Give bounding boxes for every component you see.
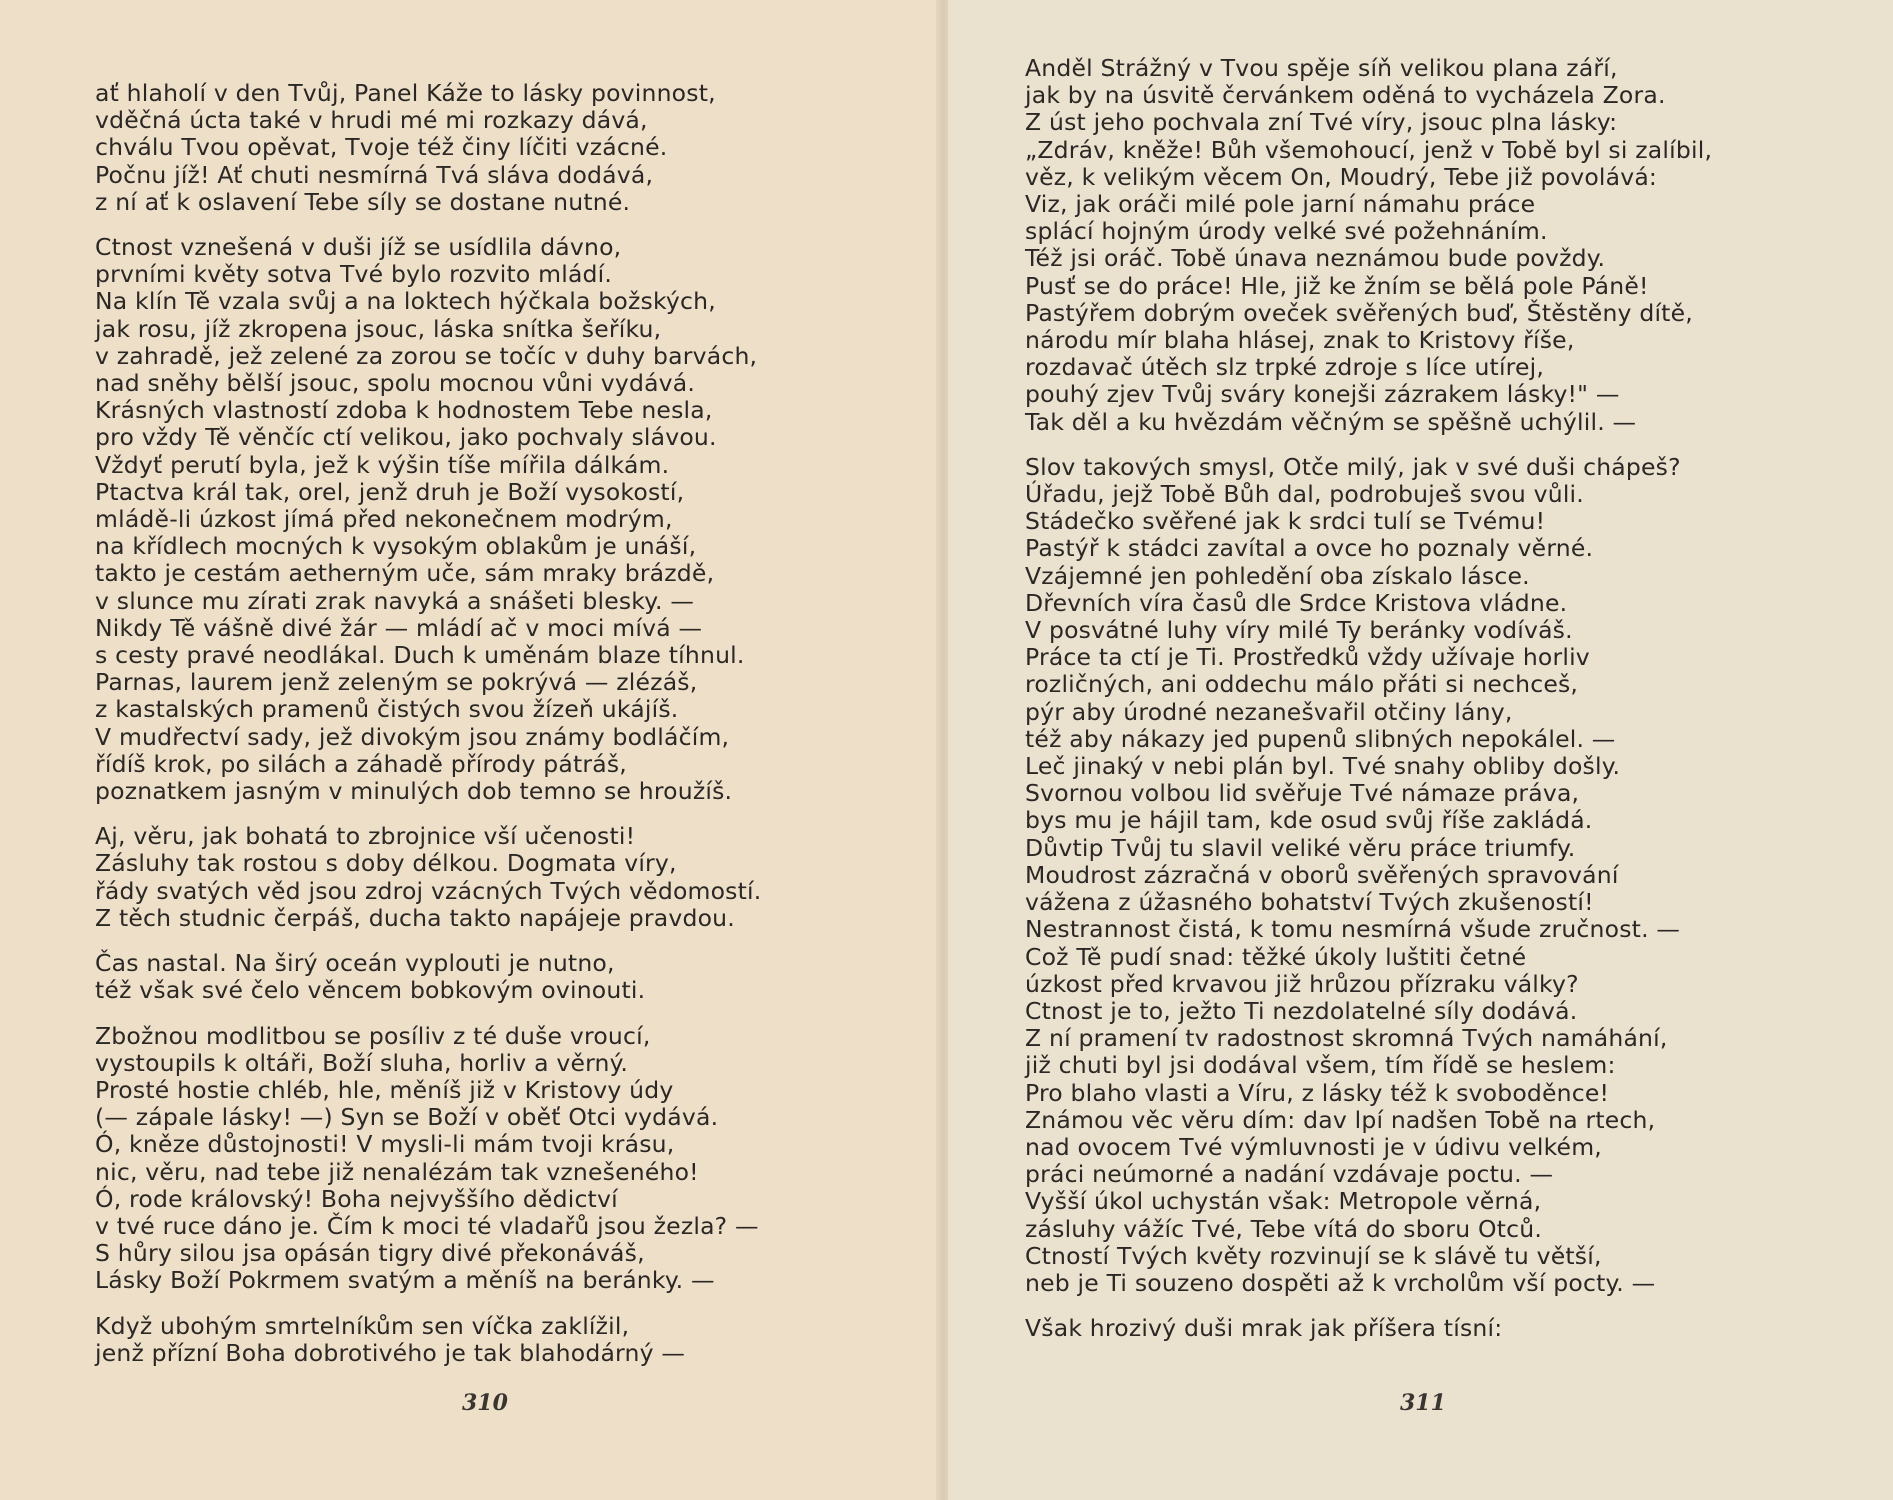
verse-line: jenž přízní Boha dobrotivého je tak blahodárný — <box>95 1338 686 1367</box>
verse-line: Vždyť perutí byla, jež k výšin tíše mířila dálkám. <box>95 450 670 479</box>
verse-line: Ctnost je to, ježto Ti nezdolatelné síly dodává. <box>1025 996 1578 1025</box>
verse-line: věz, k velikým věcem On, Moudrý, Tebe již povolává: <box>1025 162 1658 191</box>
stanza <box>95 80 761 216</box>
verse-line: Svornou volbou lid svěřuje Tvé námaze práva, <box>1025 779 1580 808</box>
verse-line: Prosté hostie chléb, hle, měníš již v Kristovy údy <box>95 1075 674 1104</box>
verse-line: Parnas, laurem jenž zeleným se pokrývá — zlézáš, <box>95 668 698 697</box>
verse-line: Nikdy Tě vášně divé žár — mládí ač v moci mívá — <box>95 613 703 642</box>
verse-line: Pastýř k stádci zavítal a ovce ho poznaly věrné. <box>1025 534 1594 563</box>
verse-line: jak rosu, jíž zkropena jsouc, láska snítka šeříku, <box>95 314 662 343</box>
left-page-text <box>95 80 761 1385</box>
verse-line: vystoupils k oltáři, Boží sluha, horliv a věrný. <box>95 1048 629 1077</box>
verse-line: Zásluhy tak rostou s doby délkou. Dogmata víry, <box>95 849 677 878</box>
verse-line: Pro blaho vlasti a Víru, z lásky též k svoboděnce! <box>1025 1078 1610 1107</box>
verse-line: jak by na úsvitě červánkem oděná to vycházela Zora. <box>1025 81 1666 110</box>
verse-line: V posvátné luhy víry milé Ty beránky vodíváš. <box>1025 616 1573 645</box>
right-page-text <box>1025 55 1712 1360</box>
verse-line: Tak děl a ku hvězdám věčným se spěšně uchýlil. — <box>1025 407 1637 436</box>
verse-line: v tvé ruce dáno je. Čím k moci té vladařů jsou žezla? — <box>95 1211 759 1240</box>
verse-line: Ctností Tvých květy rozvinují se k slávě tu větší, <box>1025 1241 1602 1270</box>
verse-line: pýr aby úrodné nezanešvařil otčiny lány, <box>1025 697 1513 726</box>
stanza <box>95 234 761 805</box>
verse-line: Známou věc věru dím: dav lpí nadšen Tobě na rtech, <box>1025 1105 1656 1134</box>
verse-line: Krásných vlastností zdoba k hodnostem Tebe nesla, <box>95 396 713 425</box>
verse-line: nic, věru, nad tebe již nenalézám tak vznešeného! <box>95 1157 699 1186</box>
verse-line: takto je cestám aetherným uče, sám mraky brázdě, <box>95 559 715 588</box>
verse-line: Aj, věru, jak bohatá to zbrojnice vší učenosti! <box>95 822 636 851</box>
right-page <box>948 0 1893 1500</box>
verse-line: pro vždy Tě věnčíc ctí velikou, jako pochvaly slávou. <box>95 423 717 452</box>
verse-line: Leč jinaký v nebi plán byl. Tvé snahy obliby došly. <box>1025 752 1621 781</box>
verse-line: nad sněhy bělší jsouc, spolu mocnou vůni vydává. <box>95 369 696 398</box>
verse-line: Pusť se do práce! Hle, již ke žním se bělá pole Páně! <box>1025 271 1649 300</box>
verse-line: nad ovocem Tvé výmluvnosti je v údivu velkém, <box>1025 1132 1602 1161</box>
verse-line: Viz, jak oráči milé pole jarní námahu práce <box>1025 190 1536 219</box>
verse-line: V mudřectví sady, jež divokým jsou známy bodláčím, <box>95 722 730 751</box>
stanza <box>95 950 761 1004</box>
verse-line: pouhý zjev Tvůj sváry konejši zázrakem lásky!" — <box>1025 380 1620 409</box>
verse-line: Stádečko svěřené jak k srdci tulí se Tvému! <box>1025 507 1546 536</box>
verse-line: prvními květy sotva Tvé bylo rozvito mládí. <box>95 260 613 289</box>
page-number-311: 311 <box>1400 1390 1446 1416</box>
verse-line: splácí hojným úrody velké své požehnáním. <box>1025 217 1548 246</box>
verse-line: národu mír blaha hlásej, znak to Kristovy říše, <box>1025 326 1575 355</box>
verse-line: Lásky Boží Pokrmem svatým a měníš na beránky. — <box>95 1266 715 1295</box>
verse-line: Též jsi oráč. Tobě únava neznámou bude povždy. <box>1025 244 1606 273</box>
verse-line: Pastýřem dobrým oveček svěřených buď, Štěstěny dítě, <box>1025 298 1693 327</box>
verse-line: poznatkem jasným v minulých dob temno se hroužíš. <box>95 777 733 806</box>
verse-line: Moudrost zázračná v oborů svěřených spravování <box>1025 860 1619 889</box>
verse-line: vážena z úžasného bohatství Tvých zkušeností! <box>1025 888 1594 917</box>
verse-line: Ó, rode královský! Boha nejvyššího dědictví <box>95 1184 618 1213</box>
verse-line: Anděl Strážný v Tvou spěje síň velikou plana září, <box>1025 54 1618 82</box>
verse-line: též však své čelo věncem bobkovým ovinouti. <box>95 976 646 1005</box>
verse-line: Slov takových smysl, Otče milý, jak v své duši chápeš? <box>1025 452 1681 481</box>
verse-line: Čas nastal. Na širý oceán vyplouti je nutno, <box>95 949 615 978</box>
verse-line: Nestrannost čistá, k tomu nesmírná všude zručnost. — <box>1025 915 1681 944</box>
verse-line: Však hrozivý duši mrak jak příšera tísní: <box>1025 1314 1503 1343</box>
verse-line: mládě-li úzkost jímá před nekonečnem modrým, <box>95 505 673 534</box>
verse-line: rozličných, ani oddechu málo přáti si nechceš, <box>1025 670 1579 699</box>
verse-line: Na klín Tě vzala svůj a na loktech hýčkala božských, <box>95 287 716 316</box>
left-page <box>0 0 940 1500</box>
verse-line: Z těch studnic čerpáš, ducha takto napájeje pravdou. <box>95 903 735 932</box>
verse-line: Když ubohým smrtelníkům sen víčka zaklížil, <box>95 1311 630 1340</box>
verse-line: rozdavač útěch slz trpké zdroje s líce utírej, <box>1025 353 1545 382</box>
verse-line: z ní ať k oslavení Tebe síly se dostane nutné. <box>95 187 631 216</box>
verse-line: Práce ta ctí je Ti. Prostředků vždy užívaje horliv <box>1025 643 1590 672</box>
stanza <box>1025 1315 1712 1342</box>
verse-line: Vyšší úkol uchystán však: Metropole věrná, <box>1025 1187 1542 1216</box>
stanza <box>1025 55 1712 436</box>
verse-line: Ctnost vznešená v duši jíž se usídlila dávno, <box>95 233 622 262</box>
verse-line: Dřevních víra časů dle Srdce Kristova vládne. <box>1025 588 1568 617</box>
verse-line: úzkost před krvavou již hrůzou přízraku války? <box>1025 969 1579 998</box>
verse-line: Což Tě pudí snad: těžké úkoly luštiti četné <box>1025 942 1527 971</box>
verse-line: na křídlech mocných k vysokým oblakům je unáší, <box>95 532 697 561</box>
verse-line: již chuti byl jsi dodával všem, tím řídě se heslem: <box>1025 1051 1616 1080</box>
verse-line: řídíš krok, po silách a záhadě přírody pátráš, <box>95 749 627 778</box>
stanza <box>1025 454 1712 1297</box>
verse-line: Z úst jeho pochvala zní Tvé víry, jsouc plna lásky: <box>1025 108 1618 137</box>
verse-line: vděčná úcta také v hrudi mé mi rozkazy dává, <box>95 106 648 135</box>
verse-line: v zahradě, jež zelené za zorou se točíc v duhy barvách, <box>95 341 758 370</box>
verse-line: Ó, kněze důstojnosti! V mysli-li mám tvoji krásu, <box>95 1130 675 1159</box>
verse-line: Úřadu, jejž Tobě Bůh dal, podrobuješ svou vůli. <box>1025 480 1584 509</box>
verse-line: Důvtip Tvůj tu slavil veliké věru práce triumfy. <box>1025 833 1576 862</box>
verse-line: Ptactva král tak, orel, jenž druh je Boží vysokostí, <box>95 477 685 506</box>
stanza <box>95 823 761 932</box>
verse-line: práci neúmorné a nadání vzdávaje poctu. — <box>1025 1160 1554 1189</box>
verse-line: z kastalských pramenů čistých svou žízeň ukájíš. <box>95 695 679 724</box>
verse-line: neb je Ti souzeno dospěti až k vrcholům vší pocty. — <box>1025 1268 1656 1297</box>
verse-line: S hůry silou jsa opásán tigry divé překonáváš, <box>95 1239 645 1268</box>
verse-line: bys mu je hájil tam, kde osud svůj říše zakládá. <box>1025 806 1593 835</box>
verse-line: ať hlaholí v den Tvůj, Panel Káže to lásky povinnost, <box>95 79 716 107</box>
page-number-310: 310 <box>462 1390 508 1416</box>
verse-line: „Zdráv, kněže! Bůh všemohoucí, jenž v Tobě byl si zalíbil, <box>1025 135 1713 164</box>
verse-line: Zbožnou modlitbou se posíliv z té duše vroucí, <box>95 1021 651 1050</box>
verse-line: Vzájemné jen pohledění oba získalo lásce. <box>1025 561 1530 590</box>
verse-line: řády svatých věd jsou zdroj vzácných Tvých vědomostí. <box>95 876 762 905</box>
stanza <box>95 1023 761 1295</box>
verse-line: chválu Tvou opěvat, Tvoje též činy líčiti vzácné. <box>95 133 668 162</box>
verse-line: (— zápale lásky! —) Syn se Boží v oběť Otci vydává. <box>95 1103 719 1132</box>
verse-line: Z ní pramení tv radostnost skromná Tvých namáhání, <box>1025 1024 1668 1053</box>
verse-line: s cesty pravé neodlákal. Duch k uměnám blaze tíhnul. <box>95 641 745 670</box>
verse-line: Počnu jíž! Ať chuti nesmírná Tvá sláva dodává, <box>95 160 654 189</box>
verse-line: též aby nákazy jed pupenů slibných nepokálel. — <box>1025 724 1616 753</box>
verse-line: v slunce mu zírati zrak navyká a snášeti blesky. — <box>95 586 695 615</box>
stanza <box>95 1313 761 1367</box>
verse-line: zásluhy vážíc Tvé, Tebe vítá do sboru Otců. <box>1025 1214 1543 1243</box>
